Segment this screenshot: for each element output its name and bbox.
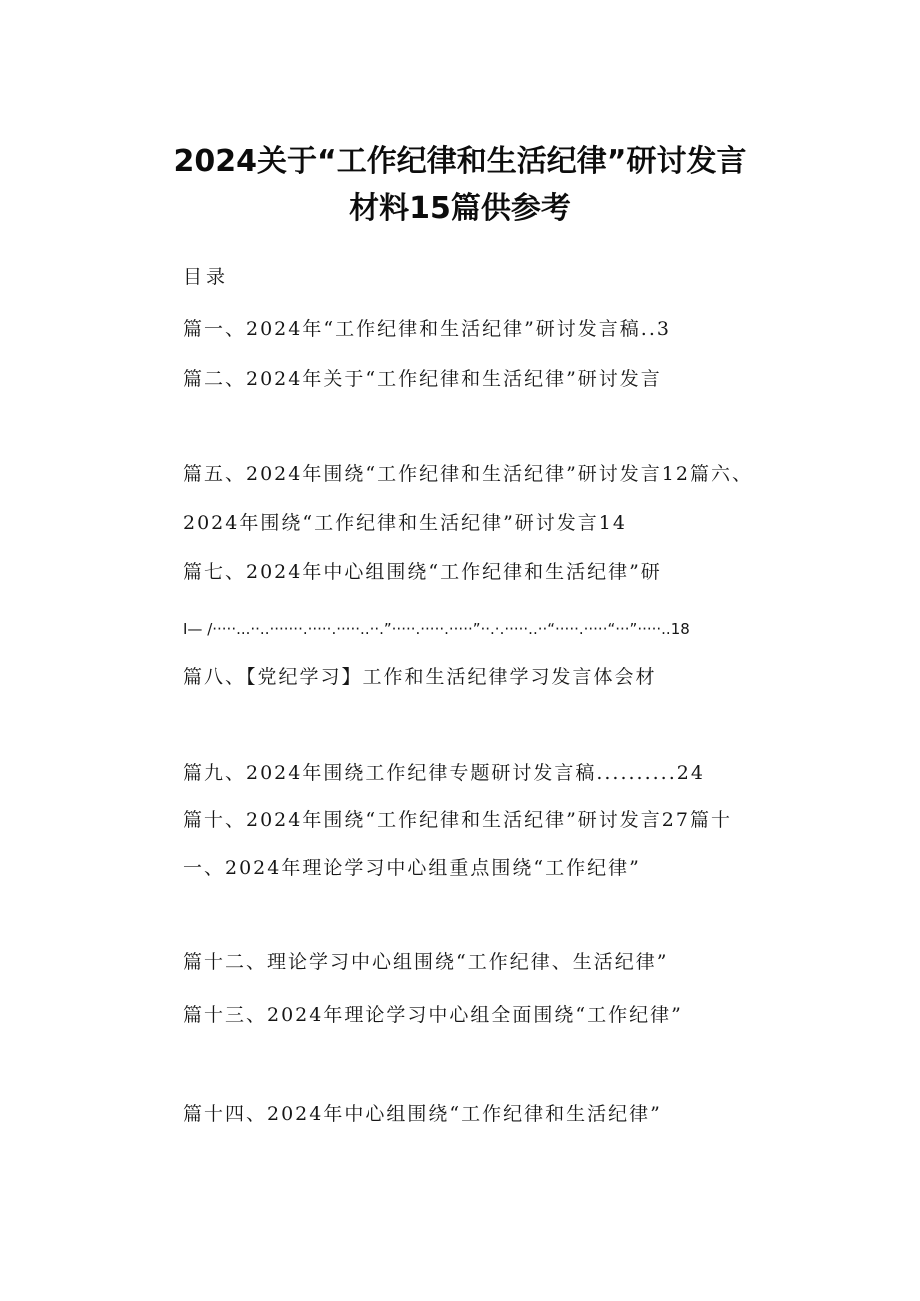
toc-entry[interactable]: 篇十二、理论学习中心组围绕“工作纪律、生活纪律”: [183, 951, 669, 973]
toc-entry[interactable]: 2024年围绕“工作纪律和生活纪律”研讨发言14: [183, 512, 627, 534]
toc-entry[interactable]: 篇一、2024年“工作纪律和生活纪律”研讨发言稿..3: [183, 318, 671, 340]
toc-entry[interactable]: 篇十四、2024年中心组围绕“工作纪律和生活纪律”: [183, 1103, 662, 1125]
toc-heading: 目录: [183, 266, 230, 288]
document-title-line-1: 2024关于“工作纪律和生活纪律”研讨发言: [173, 144, 747, 179]
toc-entry[interactable]: 篇五、2024年围绕“工作纪律和生活纪律”研讨发言12篇六、: [183, 463, 753, 485]
toc-entry[interactable]: 篇二、2024年关于“工作纪律和生活纪律”研讨发言: [183, 368, 662, 390]
toc-entry[interactable]: 篇十三、2024年理论学习中心组全面围绕“工作纪律”: [183, 1004, 683, 1026]
toc-entry[interactable]: 篇八、【党纪学习】工作和生活纪律学习发言体会材: [183, 666, 657, 688]
toc-entry[interactable]: 一、2024年理论学习中心组重点围绕“工作纪律”: [183, 857, 641, 879]
toc-entry[interactable]: 篇七、2024年中心组围绕“工作纪律和生活纪律”研: [183, 561, 662, 583]
toc-entry[interactable]: 篇九、2024年围绕工作纪律专题研讨发言稿..........24: [183, 762, 705, 784]
document-title-line-2: 材料15篇供参考: [349, 191, 571, 226]
toc-entry-garbled-leader[interactable]: I— /·····...··..·······.·····.·····..··.”·····.·····.·····”··.·.·····..··“·····.·····“···”·····..18: [183, 620, 690, 638]
toc-entry[interactable]: 篇十、2024年围绕“工作纪律和生活纪律”研讨发言27篇十: [183, 809, 732, 831]
